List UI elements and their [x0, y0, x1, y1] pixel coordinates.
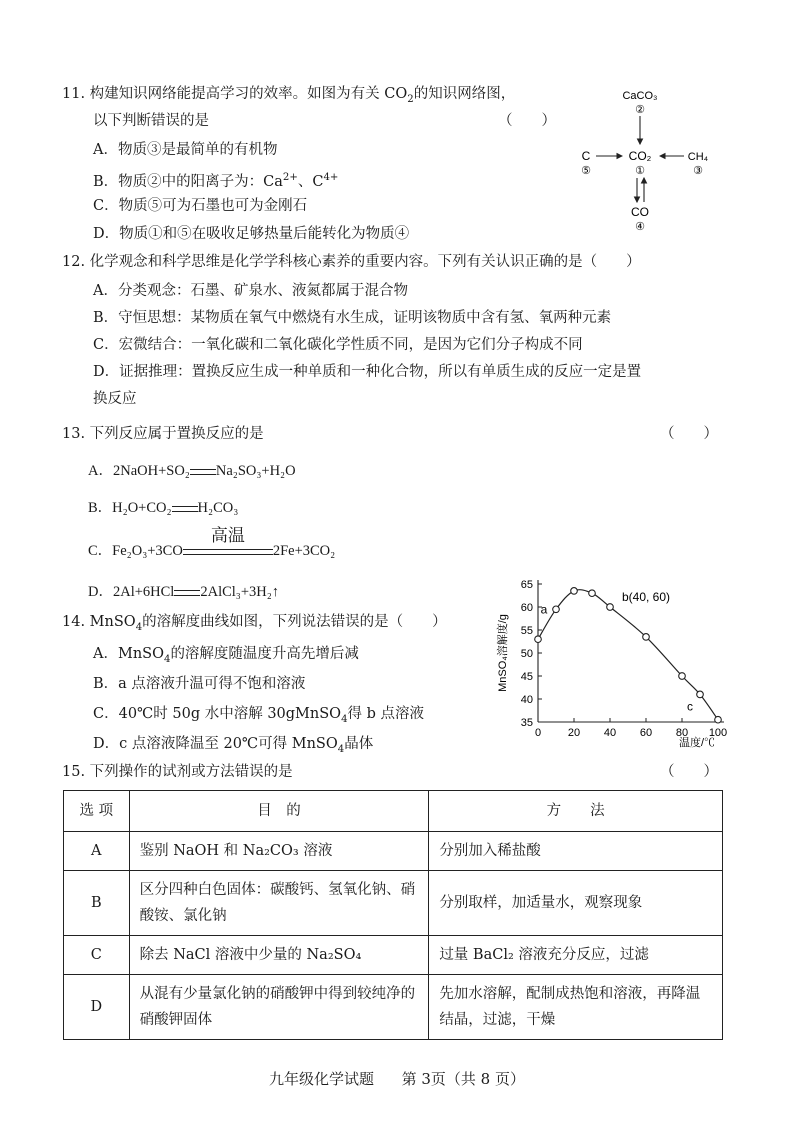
- q13-option-a: A．2NaOH+SO₂ Na₂SO₃+H₂O: [88, 463, 296, 479]
- header-purpose: 目 的: [129, 791, 429, 832]
- table-row: [64, 832, 723, 871]
- x-tick-label: 40: [603, 727, 617, 739]
- q12-option-a: A．分类观念：石墨、矿泉水、液氮都属于混合物: [93, 283, 408, 299]
- data-point: [715, 716, 722, 723]
- row-method: 先加水溶解，配制成热饱和溶液，再降温结晶，过滤，干燥: [429, 975, 723, 1040]
- q14-option-b: B．a 点溶液升温可得不饱和溶液: [93, 676, 306, 692]
- header-method: 方 法: [429, 791, 723, 832]
- q11-option-b: B．物质②中的阳离子为：$Ca^{2+}$、$C^{4+}$: [93, 172, 339, 190]
- num-3-label: ③: [693, 165, 703, 177]
- num-4-label: ④: [635, 221, 645, 233]
- q13-stem: 13. 下列反应属于置换反应的是: [62, 426, 264, 442]
- q12-option-b: B．守恒思想：某物质在氧气中燃烧有水生成，证明该物质中含有氢、氧两种元素: [93, 310, 612, 326]
- c-label: C: [581, 149, 591, 163]
- row-option: C: [64, 936, 130, 975]
- chart-y-ticks: [521, 579, 542, 729]
- chart-points: [535, 588, 722, 723]
- q13-answer-paren: （ ）: [660, 426, 718, 442]
- point-annotation: c: [687, 699, 693, 714]
- q15-answer-paren: （ ）: [660, 764, 718, 780]
- footer-page-number: 第 3页（共 8 页）: [401, 1070, 525, 1088]
- y-tick-label: 50: [520, 648, 533, 660]
- y-tick-label: 45: [520, 671, 533, 683]
- row-purpose: 除去 NaCl 溶液中少量的 Na₂SO₄: [129, 936, 429, 975]
- row-option: D: [64, 975, 130, 1040]
- q12-option-d-line1: D．证据推理：置换反应生成一种单质和一种化合物，所以有单质生成的反应一定是置: [93, 364, 642, 380]
- co2-network-diagram: [570, 82, 730, 242]
- row-method: 分别加入稀盐酸: [429, 832, 723, 871]
- table-header-row: [64, 791, 723, 832]
- q12-option-d-line2: 换反应: [93, 391, 137, 407]
- chart-xlabel: 温度/℃: [678, 737, 716, 749]
- q14-option-d: D．c 点溶液降温至 20℃可得 MnSO$_4$晶体: [93, 736, 374, 755]
- y-tick-label: 40: [520, 694, 533, 706]
- chart-x-ticks: [535, 718, 727, 739]
- co2-label: CO₂: [628, 149, 652, 163]
- row-purpose: 从混有少量氯化钠的硝酸钾中得到较纯净的硝酸钾固体: [129, 975, 429, 1040]
- q15-stem: 15. 下列操作的试剂或方法错误的是: [62, 764, 293, 780]
- num-5-label: ⑤: [581, 165, 591, 177]
- q12-option-c: C．宏微结合：一氧化碳和二氧化碳化学性质不同，是因为它们分子构成不同: [93, 337, 583, 353]
- equals-sign: [172, 506, 198, 512]
- x-tick-label: 0: [534, 727, 542, 739]
- data-point: [535, 636, 542, 643]
- footer-exam-title: 九年级化学试题: [269, 1070, 375, 1088]
- q11-option-d: D．物质①和⑤在吸收足够热量后能转化为物质④: [93, 226, 410, 242]
- y-tick-label: 65: [520, 579, 533, 591]
- header-option: 选 项: [64, 791, 130, 832]
- q14-option-a: A．MnSO$_4$的溶解度随温度升高先增后减: [93, 646, 359, 665]
- row-purpose: 区分四种白色固体：碳酸钙、氢氧化钠、硝酸铵、氯化钠: [129, 871, 429, 936]
- num-2-label: ②: [635, 104, 645, 116]
- row-method: 过量 BaCl₂ 溶液充分反应，过滤: [429, 936, 723, 975]
- table-row: [64, 871, 723, 936]
- data-point: [589, 590, 596, 597]
- q13-option-c: C．Fe₂O₃+3CO 高温 2Fe+3CO₂: [88, 525, 336, 559]
- q11-option-c: C．物质⑤可为石墨也可为金刚石: [93, 198, 308, 214]
- q15-table: [63, 790, 723, 1040]
- data-point: [607, 604, 614, 611]
- chart-ylabel: MnSO₄溶解度/g: [497, 614, 509, 692]
- ch4-label: CH₄: [687, 151, 709, 163]
- data-point: [571, 588, 578, 595]
- equals-sign: [190, 469, 216, 475]
- q11-stem-line2: 以下判断错误的是: [93, 113, 209, 129]
- x-tick-label: 20: [567, 727, 581, 739]
- q11-answer-paren: （ ）: [498, 113, 556, 129]
- data-point: [697, 691, 704, 698]
- q14-stem: 14. MnSO$_4$的溶解度曲线如图，下列说法错误的是（ ）: [62, 614, 447, 633]
- q11-stem: 11. 构建知识网络能提高学习的效率。如图为有关 $CO_2$的知识网络图，: [62, 86, 516, 105]
- row-option: A: [64, 832, 130, 871]
- co-label: CO: [631, 205, 649, 219]
- q13-option-d: D．2Al+6HCl 2AlCl₃+3H₂↑: [88, 584, 280, 600]
- caco3-label: CaCO₃: [622, 90, 658, 102]
- x-tick-label: 60: [639, 727, 653, 739]
- point-annotation: a: [540, 602, 548, 617]
- q13-option-b: B．H₂O+CO₂ H₂CO₃: [88, 500, 239, 516]
- equals-sign: [174, 590, 200, 596]
- table-row: [64, 936, 723, 975]
- x-tick-label: 100: [708, 727, 728, 739]
- row-purpose: 鉴别 NaOH 和 Na₂CO₃ 溶液: [129, 832, 429, 871]
- high-temperature-equals: 高温: [183, 549, 273, 555]
- y-tick-label: 55: [520, 625, 533, 637]
- data-point: [679, 673, 686, 680]
- y-tick-label: 35: [520, 717, 533, 729]
- y-tick-label: 60: [520, 602, 533, 614]
- num-1-label: ①: [635, 165, 645, 177]
- table-row: [64, 975, 723, 1040]
- q11-option-a: A．物质③是最简单的有机物: [93, 142, 278, 158]
- q12-stem: 12. 化学观念和科学思维是化学学科核心素养的重要内容。下列有关认识正确的是（ ）: [62, 254, 641, 270]
- data-point: [553, 606, 560, 613]
- x-tick-label: 80: [675, 727, 689, 739]
- q14-option-c: C．40℃时 50g 水中溶解 30gMnSO$_4$得 b 点溶液: [93, 706, 425, 725]
- row-option: B: [64, 871, 130, 936]
- data-point: [643, 634, 650, 641]
- point-annotation: b(40, 60): [622, 590, 671, 604]
- page-footer: [0, 1068, 794, 1089]
- chart-annotations: [541, 590, 693, 713]
- row-method: 分别取样，加适量水，观察现象: [429, 871, 723, 936]
- mnso4-solubility-chart: [492, 574, 732, 754]
